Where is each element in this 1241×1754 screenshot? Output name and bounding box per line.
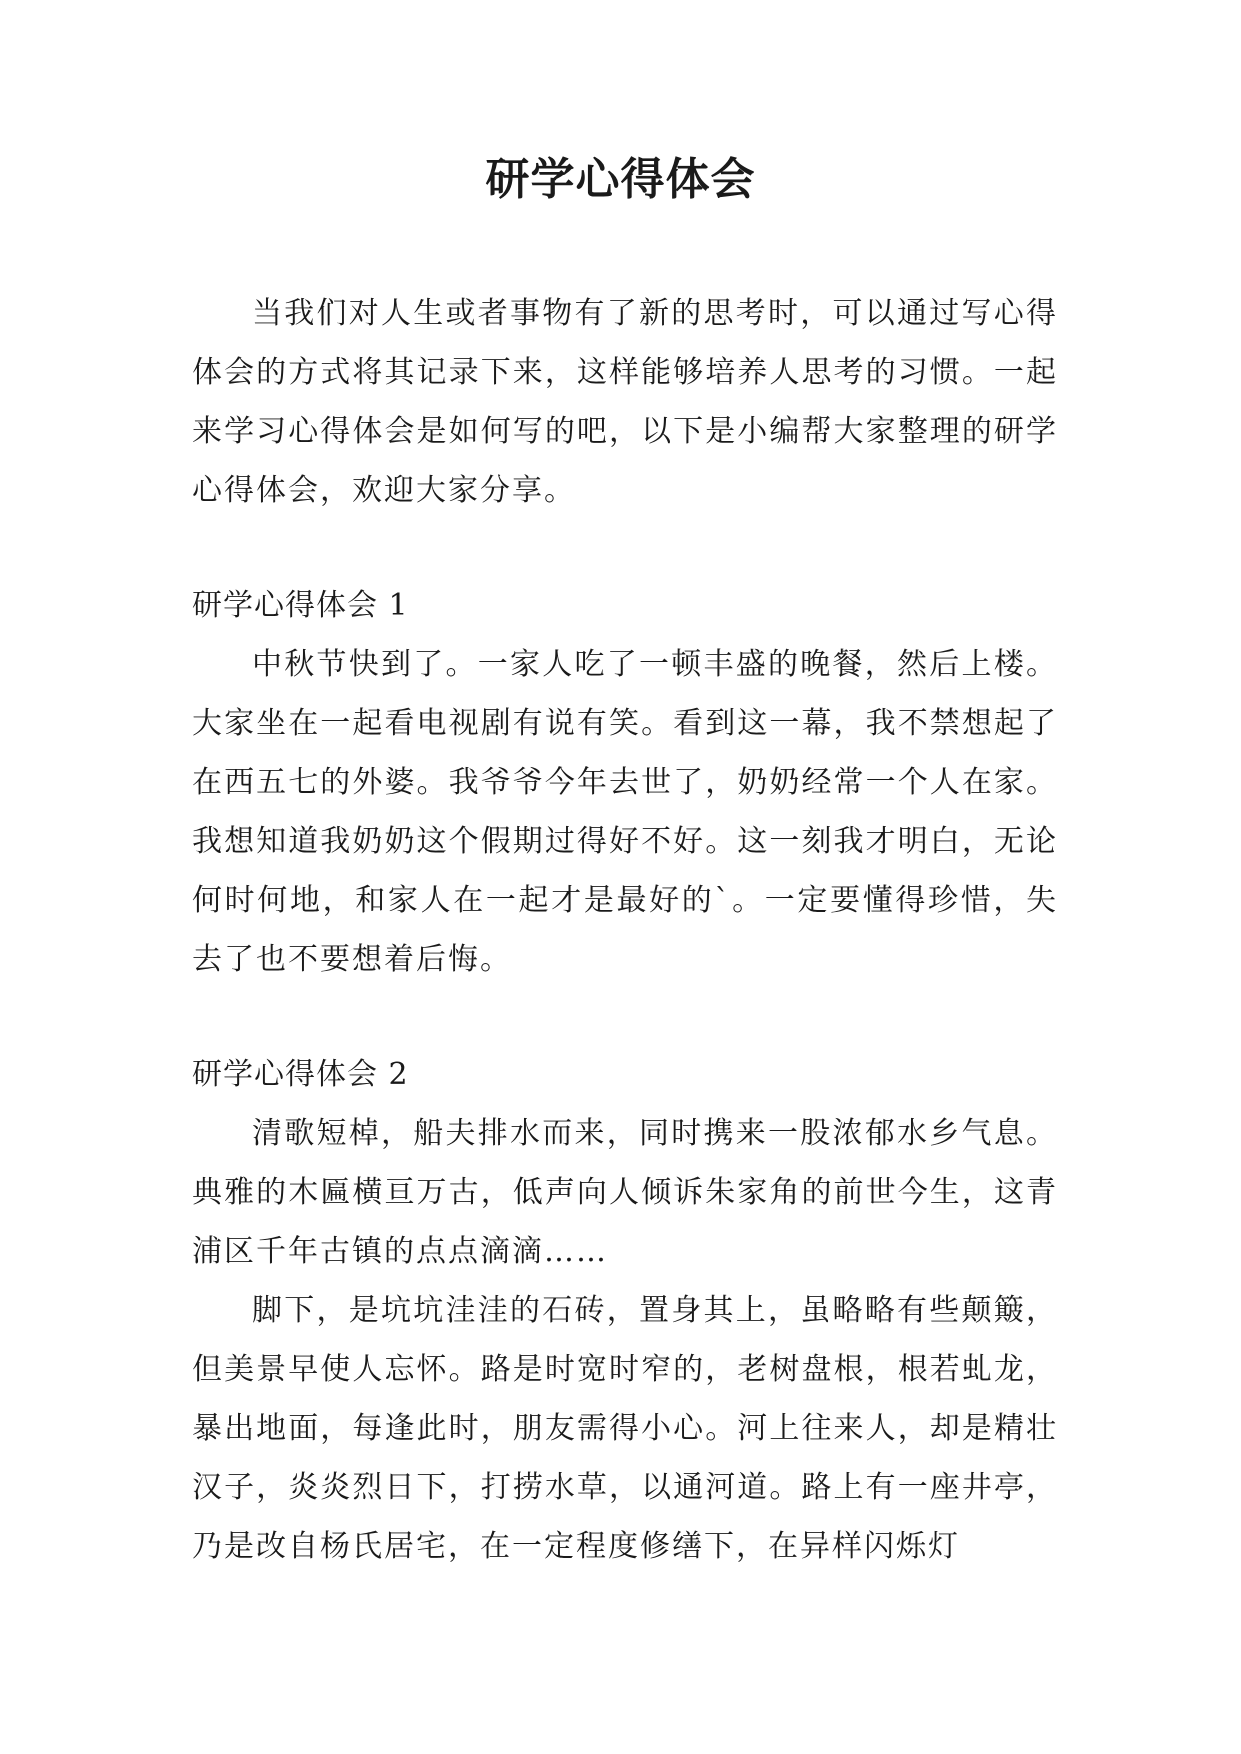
spacer — [192, 989, 1058, 1045]
intro-paragraph: 当我们对人生或者事物有了新的思考时，可以通过写心得体会的方式将其记录下来，这样能够培养人思考的习惯。一起来学习心得体会是如何写的吧，以下是小编帮大家整理的研学心得体会，欢迎大家分享。 — [192, 296, 1058, 508]
document-body — [192, 284, 1058, 1576]
section-heading-1: 研学心得体会 1 — [192, 588, 409, 623]
section-2-paragraph-2: 脚下，是坑坑洼洼的石砖，置身其上，虽略略有些颠簸，但美景早使人忘怀。路是时宽时窄的，老树盘根，根若虬龙，暴出地面，每逢此时，朋友需得小心。河上往来人，却是精壮汉子，炎炎烈日下，打捞水草，以通河道。路上有一座井亭，乃是改自杨氏居宅，在一定程度修缮下，在异样闪烁灯 — [192, 1293, 1058, 1564]
document-title: 研学心得体会 — [485, 154, 756, 205]
spacer — [192, 520, 1058, 576]
section-2-paragraph-1: 清歌短棹，船夫排水而来，同时携来一股浓郁水乡气息。典雅的木匾横亘万古，低声向人倾诉朱家角的前世今生，这青浦区千年古镇的点点滴滴…… — [192, 1116, 1058, 1269]
section-1-paragraph-1: 中秋节快到了。一家人吃了一顿丰盛的晚餐，然后上楼。大家坐在一起看电视剧有说有笑。看到这一幕，我不禁想起了在西五七的外婆。我爷爷今年去世了，奶奶经常一个人在家。我想知道我奶奶这个假期过得好不好。这一刻我才明白，无论何时何地，和家人在一起才是最好的`。一定要懂得珍惜，失去了也不要想着后悔。 — [192, 647, 1058, 977]
section-heading-2: 研学心得体会 2 — [192, 1057, 409, 1092]
